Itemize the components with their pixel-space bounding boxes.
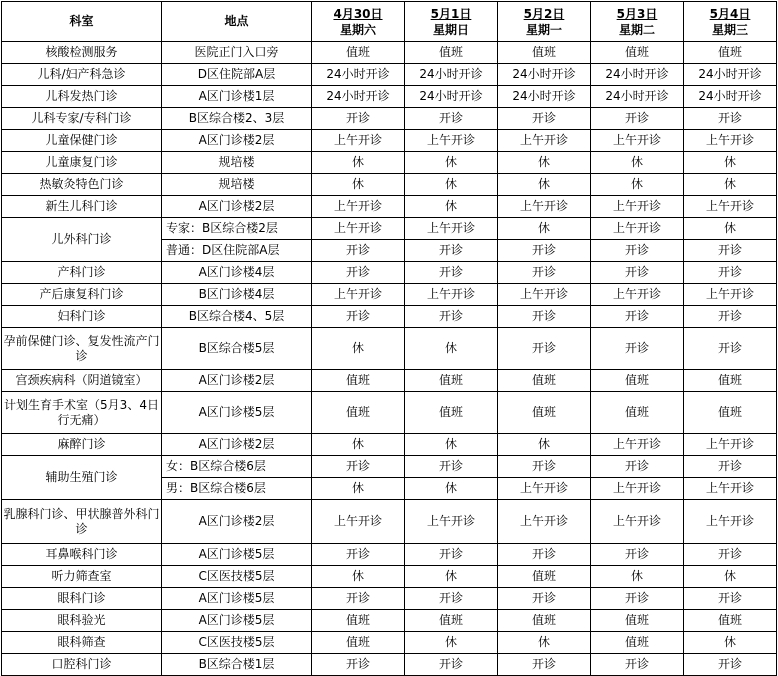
status-cell: 开诊 <box>591 240 684 262</box>
location-cell: 专家：B区综合楼2层 <box>162 218 312 240</box>
status-cell: 上午开诊 <box>498 284 591 306</box>
status-cell: 值班 <box>405 370 498 392</box>
location-cell: 医院正门入口旁 <box>162 42 312 64</box>
status-cell: 休 <box>312 478 405 500</box>
status-cell: 24小时开诊 <box>591 86 684 108</box>
location-cell: 男：B区综合楼6层 <box>162 478 312 500</box>
dept-cell: 产后康复科门诊 <box>2 284 162 306</box>
schedule-body <box>2 42 777 676</box>
status-cell: 开诊 <box>591 108 684 130</box>
table-row <box>2 392 777 434</box>
day-header <box>684 2 777 42</box>
dept-cell: 妇科门诊 <box>2 306 162 328</box>
status-cell: 值班 <box>498 370 591 392</box>
status-cell: 休 <box>684 566 777 588</box>
location-cell: A区门诊楼2层 <box>162 434 312 456</box>
day-weekday: 星期日 <box>432 22 469 37</box>
status-cell: 开诊 <box>498 654 591 676</box>
location-cell: B区综合楼5层 <box>162 328 312 370</box>
status-cell: 休 <box>312 174 405 196</box>
status-cell: 开诊 <box>312 588 405 610</box>
location-cell: B区综合楼4、5层 <box>162 306 312 328</box>
location-cell: 普通：D区住院部A层 <box>162 240 312 262</box>
dept-cell: 孕前保健门诊、复发性流产门诊 <box>2 328 162 370</box>
location-cell: A区门诊楼2层 <box>162 130 312 152</box>
location-cell: A区门诊楼2层 <box>162 500 312 544</box>
status-cell: 24小时开诊 <box>405 64 498 86</box>
status-cell: 休 <box>684 152 777 174</box>
status-cell: 上午开诊 <box>684 500 777 544</box>
status-cell: 上午开诊 <box>312 284 405 306</box>
location-header: 地点 <box>162 2 312 42</box>
dept-header: 科室 <box>2 2 162 42</box>
status-cell: 上午开诊 <box>591 284 684 306</box>
status-cell: 值班 <box>591 42 684 64</box>
status-cell: 休 <box>498 632 591 654</box>
table-row <box>2 86 777 108</box>
status-cell: 开诊 <box>684 456 777 478</box>
dept-cell: 儿科专家/专科门诊 <box>2 108 162 130</box>
status-cell: 休 <box>405 196 498 218</box>
status-cell: 值班 <box>591 370 684 392</box>
status-cell: 开诊 <box>684 588 777 610</box>
location-cell: A区门诊楼5层 <box>162 610 312 632</box>
status-cell: 上午开诊 <box>591 218 684 240</box>
location-cell: A区门诊楼5层 <box>162 588 312 610</box>
status-cell: 休 <box>312 434 405 456</box>
status-cell: 休 <box>312 328 405 370</box>
dept-cell: 儿童康复门诊 <box>2 152 162 174</box>
status-cell: 开诊 <box>684 306 777 328</box>
status-cell: 上午开诊 <box>312 196 405 218</box>
status-cell: 开诊 <box>498 544 591 566</box>
status-cell: 开诊 <box>405 262 498 284</box>
dept-cell: 热敏灸特色门诊 <box>2 174 162 196</box>
location-cell: A区门诊楼4层 <box>162 262 312 284</box>
status-cell: 开诊 <box>405 544 498 566</box>
status-cell: 24小时开诊 <box>312 64 405 86</box>
table-row <box>2 588 777 610</box>
status-cell: 开诊 <box>498 240 591 262</box>
table-row <box>2 196 777 218</box>
status-cell: 开诊 <box>312 456 405 478</box>
status-cell: 开诊 <box>684 654 777 676</box>
status-cell: 开诊 <box>498 588 591 610</box>
status-cell: 休 <box>405 434 498 456</box>
status-cell: 上午开诊 <box>591 478 684 500</box>
status-cell: 值班 <box>498 610 591 632</box>
dept-cell: 新生儿科门诊 <box>2 196 162 218</box>
status-cell: 上午开诊 <box>498 130 591 152</box>
status-cell: 值班 <box>684 610 777 632</box>
day-weekday: 星期三 <box>711 22 748 37</box>
table-row <box>2 42 777 64</box>
status-cell: 上午开诊 <box>684 130 777 152</box>
day-header <box>591 2 684 42</box>
location-cell: C区医技楼5层 <box>162 566 312 588</box>
status-cell: 值班 <box>684 42 777 64</box>
location-cell: B区综合楼2、3层 <box>162 108 312 130</box>
status-cell: 上午开诊 <box>405 500 498 544</box>
status-cell: 休 <box>405 152 498 174</box>
status-cell: 开诊 <box>312 654 405 676</box>
status-cell: 开诊 <box>405 306 498 328</box>
status-cell: 值班 <box>684 370 777 392</box>
status-cell: 休 <box>312 566 405 588</box>
location-cell: A区门诊楼5层 <box>162 544 312 566</box>
table-row <box>2 218 777 240</box>
status-cell: 休 <box>684 218 777 240</box>
status-cell: 开诊 <box>684 544 777 566</box>
status-cell: 值班 <box>684 392 777 434</box>
dept-cell: 辅助生殖门诊 <box>2 456 162 500</box>
status-cell: 休 <box>405 632 498 654</box>
status-cell: 上午开诊 <box>405 284 498 306</box>
table-row <box>2 544 777 566</box>
header-row <box>2 2 777 42</box>
status-cell: 上午开诊 <box>312 218 405 240</box>
day-header <box>312 2 405 42</box>
status-cell: 开诊 <box>591 588 684 610</box>
status-cell: 开诊 <box>405 240 498 262</box>
status-cell: 休 <box>591 152 684 174</box>
table-row <box>2 434 777 456</box>
dept-cell: 核酸检测服务 <box>2 42 162 64</box>
status-cell: 上午开诊 <box>684 284 777 306</box>
table-row <box>2 610 777 632</box>
status-cell: 开诊 <box>684 328 777 370</box>
status-cell: 开诊 <box>684 108 777 130</box>
status-cell: 值班 <box>405 42 498 64</box>
status-cell: 24小时开诊 <box>498 86 591 108</box>
day-date: 4月30日 <box>333 6 383 21</box>
dept-cell: 儿科发热门诊 <box>2 86 162 108</box>
status-cell: 24小时开诊 <box>684 86 777 108</box>
status-cell: 上午开诊 <box>312 500 405 544</box>
status-cell: 上午开诊 <box>591 500 684 544</box>
status-cell: 24小时开诊 <box>312 86 405 108</box>
dept-cell: 儿外科门诊 <box>2 218 162 262</box>
day-weekday: 星期一 <box>525 22 562 37</box>
location-cell: B区综合楼1层 <box>162 654 312 676</box>
status-cell: 开诊 <box>591 262 684 284</box>
table-row <box>2 566 777 588</box>
status-cell: 开诊 <box>312 544 405 566</box>
dept-cell: 眼科验光 <box>2 610 162 632</box>
status-cell: 24小时开诊 <box>498 64 591 86</box>
status-cell: 开诊 <box>498 456 591 478</box>
status-cell: 开诊 <box>591 544 684 566</box>
status-cell: 值班 <box>591 392 684 434</box>
status-cell: 休 <box>405 566 498 588</box>
table-row <box>2 654 777 676</box>
status-cell: 开诊 <box>312 240 405 262</box>
table-row <box>2 500 777 544</box>
status-cell: 值班 <box>312 610 405 632</box>
status-cell: 休 <box>498 174 591 196</box>
location-cell: A区门诊楼2层 <box>162 370 312 392</box>
location-cell: A区门诊楼5层 <box>162 392 312 434</box>
table-row <box>2 152 777 174</box>
status-cell: 开诊 <box>312 262 405 284</box>
table-row <box>2 456 777 478</box>
dept-cell: 眼科门诊 <box>2 588 162 610</box>
location-cell: B区门诊楼4层 <box>162 284 312 306</box>
table-row <box>2 108 777 130</box>
status-cell: 值班 <box>312 632 405 654</box>
day-header <box>405 2 498 42</box>
table-row <box>2 370 777 392</box>
status-cell: 上午开诊 <box>591 196 684 218</box>
status-cell: 值班 <box>498 392 591 434</box>
dept-cell: 耳鼻喉科门诊 <box>2 544 162 566</box>
dept-cell: 乳腺科门诊、甲状腺普外科门诊 <box>2 500 162 544</box>
status-cell: 24小时开诊 <box>405 86 498 108</box>
status-cell: 休 <box>498 434 591 456</box>
day-date: 5月4日 <box>709 6 751 21</box>
status-cell: 开诊 <box>405 588 498 610</box>
status-cell: 开诊 <box>405 654 498 676</box>
status-cell: 值班 <box>498 42 591 64</box>
status-cell: 值班 <box>591 632 684 654</box>
status-cell: 上午开诊 <box>684 478 777 500</box>
status-cell: 值班 <box>405 392 498 434</box>
status-cell: 开诊 <box>312 306 405 328</box>
location-cell: 规培楼 <box>162 152 312 174</box>
status-cell: 开诊 <box>405 108 498 130</box>
clinic-schedule-table <box>1 1 777 676</box>
status-cell: 休 <box>591 566 684 588</box>
location-cell: 规培楼 <box>162 174 312 196</box>
status-cell: 值班 <box>312 370 405 392</box>
status-cell: 开诊 <box>591 306 684 328</box>
location-cell: D区住院部A层 <box>162 64 312 86</box>
status-cell: 开诊 <box>498 306 591 328</box>
status-cell: 开诊 <box>498 328 591 370</box>
status-cell: 上午开诊 <box>405 218 498 240</box>
status-cell: 休 <box>684 632 777 654</box>
status-cell: 休 <box>591 174 684 196</box>
status-cell: 开诊 <box>591 654 684 676</box>
status-cell: 开诊 <box>591 328 684 370</box>
status-cell: 开诊 <box>498 108 591 130</box>
location-cell: 女：B区综合楼6层 <box>162 456 312 478</box>
table-row <box>2 130 777 152</box>
table-row <box>2 64 777 86</box>
dept-cell: 宫颈疾病科（阴道镜室） <box>2 370 162 392</box>
location-cell: A区门诊楼2层 <box>162 196 312 218</box>
day-date: 5月3日 <box>616 6 658 21</box>
table-row <box>2 284 777 306</box>
status-cell: 上午开诊 <box>591 434 684 456</box>
status-cell: 开诊 <box>312 108 405 130</box>
status-cell: 24小时开诊 <box>684 64 777 86</box>
status-cell: 休 <box>405 328 498 370</box>
status-cell: 上午开诊 <box>498 196 591 218</box>
table-row <box>2 306 777 328</box>
status-cell: 休 <box>312 152 405 174</box>
status-cell: 上午开诊 <box>684 434 777 456</box>
dept-cell: 儿童保健门诊 <box>2 130 162 152</box>
status-cell: 开诊 <box>684 240 777 262</box>
status-cell: 休 <box>498 218 591 240</box>
status-cell: 值班 <box>498 566 591 588</box>
day-weekday: 星期六 <box>339 22 376 37</box>
status-cell: 休 <box>684 174 777 196</box>
status-cell: 开诊 <box>591 456 684 478</box>
status-cell: 上午开诊 <box>312 130 405 152</box>
status-cell: 上午开诊 <box>498 500 591 544</box>
status-cell: 上午开诊 <box>591 130 684 152</box>
dept-cell: 计划生育手术室（5月3、4日行无痛） <box>2 392 162 434</box>
status-cell: 值班 <box>312 392 405 434</box>
day-date: 5月1日 <box>430 6 472 21</box>
dept-cell: 眼科筛查 <box>2 632 162 654</box>
status-cell: 上午开诊 <box>684 196 777 218</box>
status-cell: 值班 <box>312 42 405 64</box>
dept-cell: 口腔科门诊 <box>2 654 162 676</box>
status-cell: 上午开诊 <box>405 130 498 152</box>
status-cell: 值班 <box>405 610 498 632</box>
status-cell: 上午开诊 <box>498 478 591 500</box>
dept-cell: 听力筛查室 <box>2 566 162 588</box>
status-cell: 休 <box>405 174 498 196</box>
dept-cell: 儿科/妇产科急诊 <box>2 64 162 86</box>
table-row <box>2 262 777 284</box>
table-row <box>2 328 777 370</box>
day-date: 5月2日 <box>523 6 565 21</box>
dept-cell: 麻醉门诊 <box>2 434 162 456</box>
table-row <box>2 174 777 196</box>
status-cell: 开诊 <box>498 262 591 284</box>
status-cell: 休 <box>498 152 591 174</box>
day-weekday: 星期二 <box>618 22 655 37</box>
dept-cell: 产科门诊 <box>2 262 162 284</box>
location-cell: C区医技楼5层 <box>162 632 312 654</box>
table-row <box>2 632 777 654</box>
status-cell: 开诊 <box>405 456 498 478</box>
location-cell: A区门诊楼1层 <box>162 86 312 108</box>
status-cell: 休 <box>405 478 498 500</box>
status-cell: 值班 <box>591 610 684 632</box>
status-cell: 开诊 <box>684 262 777 284</box>
status-cell: 24小时开诊 <box>591 64 684 86</box>
day-header <box>498 2 591 42</box>
